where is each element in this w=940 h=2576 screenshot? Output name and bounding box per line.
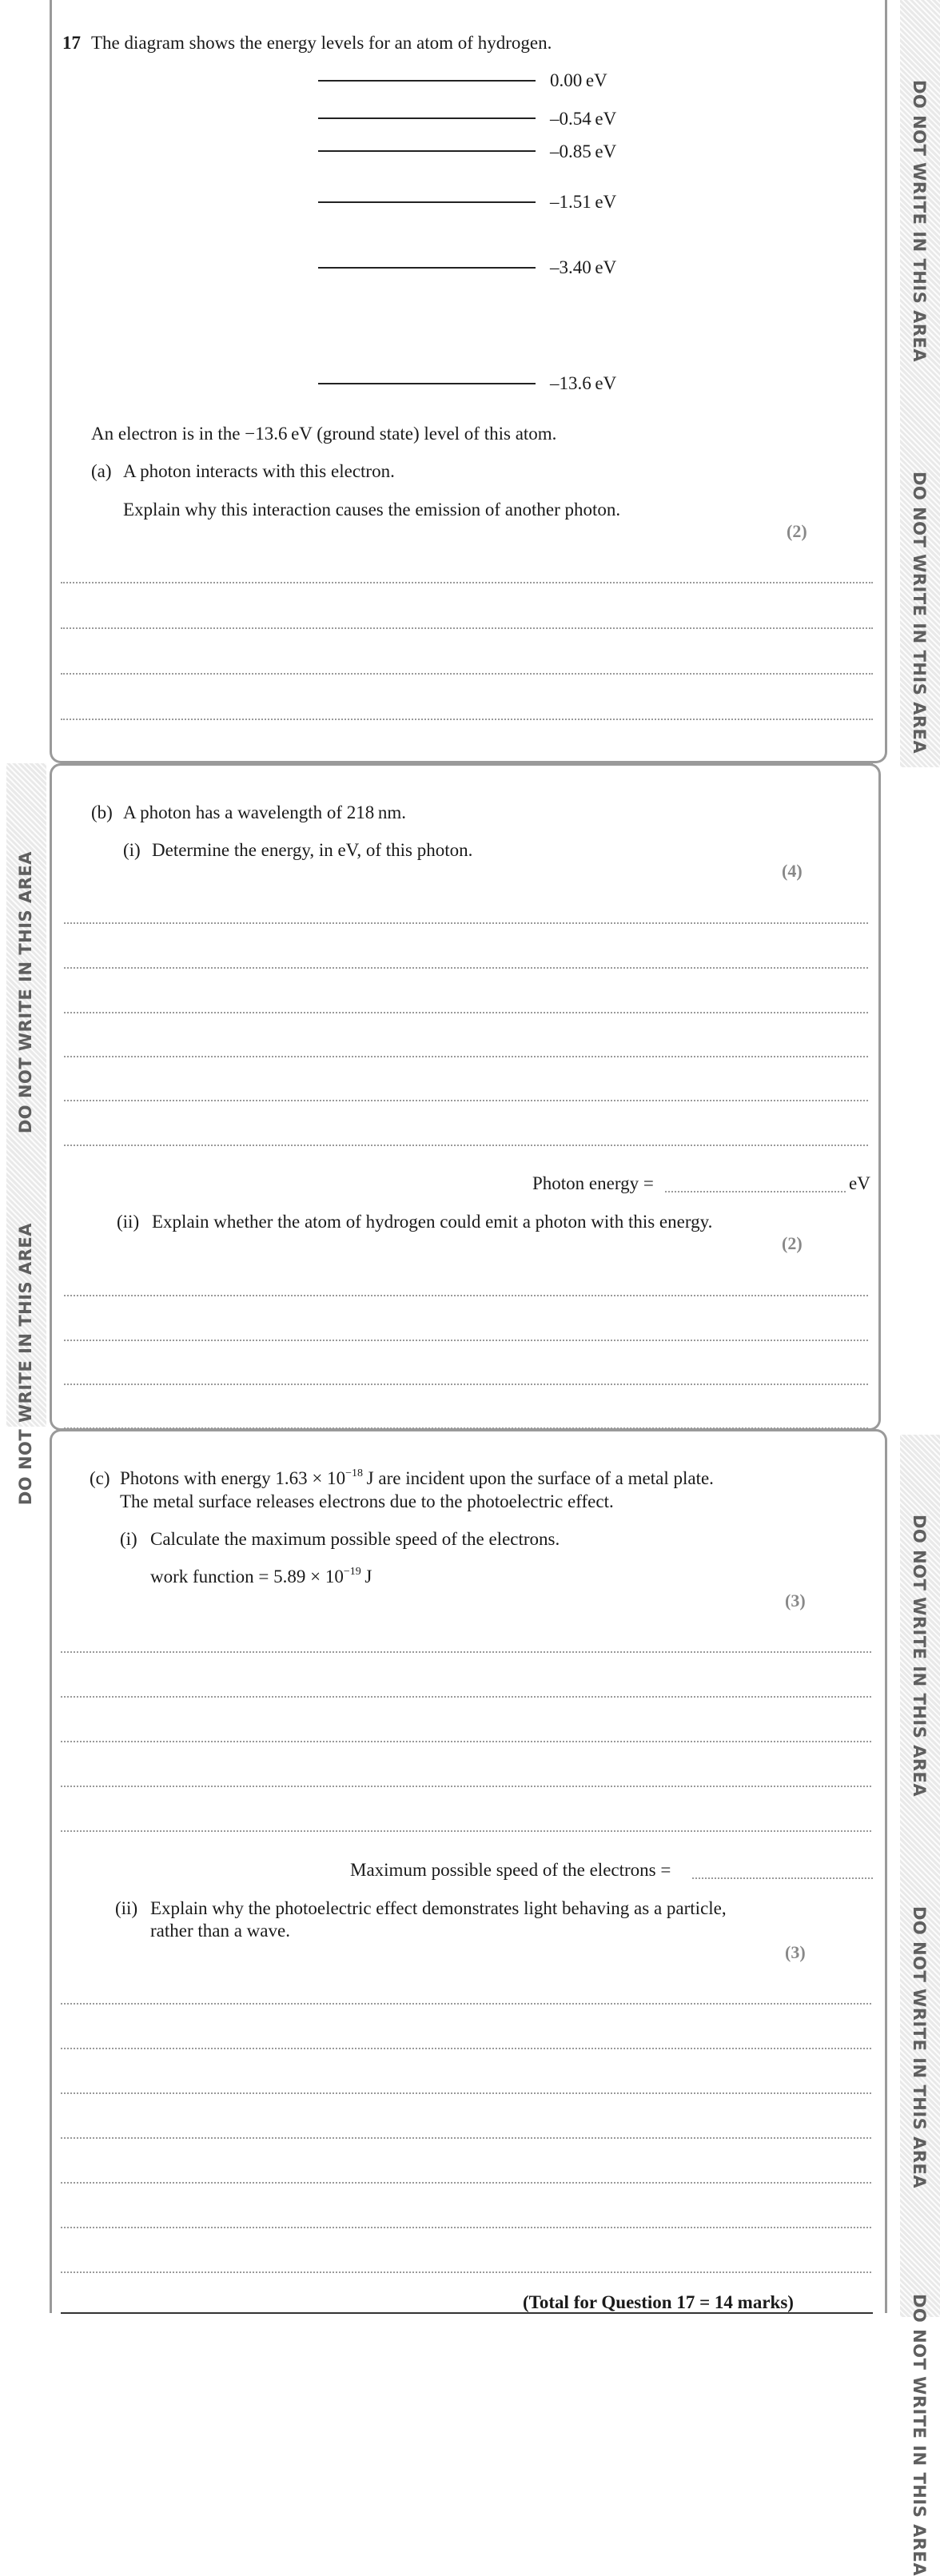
part-b-label: (b): [91, 802, 113, 822]
answer-line[interactable]: [61, 1696, 871, 1698]
margin-warning: DO NOT WRITE IN THIS AREA: [910, 80, 929, 363]
energy-level-line: [318, 80, 536, 82]
question-intro: The diagram shows the energy levels for an atom of hydrogen.: [91, 33, 552, 53]
margin-strip-right-1: [900, 0, 940, 767]
page-frame: [50, 763, 881, 1431]
photon-energy-answer-line[interactable]: [665, 1191, 846, 1192]
answer-line[interactable]: [61, 627, 873, 629]
part-b-ii-text: Explain whether the atom of hydrogen could emit a photon with this energy.: [152, 1212, 713, 1232]
photon-energy-label: Photon energy =: [532, 1173, 654, 1193]
answer-line[interactable]: [61, 1830, 871, 1832]
answer-line[interactable]: [64, 967, 868, 969]
answer-line[interactable]: [64, 1012, 868, 1013]
margin-warning: DO NOT WRITE IN THIS AREA: [910, 2294, 929, 2576]
marks-label: (2): [787, 521, 807, 541]
energy-level-label: 0.00 eV: [550, 70, 607, 90]
energy-level-line: [318, 117, 536, 119]
energy-level-label: –1.51 eV: [550, 192, 617, 212]
answer-line[interactable]: [64, 1100, 868, 1101]
marks-label: (3): [785, 1591, 806, 1610]
part-a-text: A photon interacts with this electron.: [123, 461, 395, 481]
answer-line[interactable]: [64, 1145, 868, 1146]
question-number: 17: [62, 33, 81, 53]
part-c-ii-text: Explain why the photoelectric effect demonstrates light behaving as a particle,: [150, 1898, 727, 1918]
exam-page-1: [50, 0, 887, 763]
work-function: work function = $5.89 \times 10^{-19}$ J: [150, 1566, 372, 1587]
answer-line[interactable]: [61, 2092, 871, 2094]
page-frame: [50, 0, 887, 763]
part-b-i-text: Determine the energy, in eV, of this photon.: [152, 840, 473, 860]
answer-line[interactable]: [61, 1651, 871, 1653]
energy-level-label: –3.40 eV: [550, 257, 617, 277]
part-c-text-line2: The metal surface releases electrons due to the photoelectric effect.: [120, 1491, 614, 1511]
answer-line[interactable]: [61, 719, 873, 720]
part-a-label: (a): [91, 461, 112, 481]
answer-line[interactable]: [64, 1295, 868, 1296]
part-b-ii-label: (ii): [117, 1212, 140, 1232]
part-c-ii-text-line2: rather than a wave.: [150, 1921, 290, 1941]
answer-line[interactable]: [64, 1384, 868, 1385]
max-speed-answer-line[interactable]: [692, 1877, 873, 1879]
max-speed-label: Maximum possible speed of the electrons =: [350, 1860, 671, 1880]
energy-level-line: [318, 267, 536, 269]
margin-warning: DO NOT WRITE IN THIS AREA: [910, 472, 929, 754]
answer-line[interactable]: [61, 1741, 871, 1742]
energy-level-line: [318, 201, 536, 203]
marks-label: (3): [785, 1942, 806, 1962]
part-c-ii-label: (ii): [115, 1898, 138, 1918]
answer-line[interactable]: [61, 582, 873, 583]
part-c-i-label: (i): [120, 1529, 137, 1549]
page-bottom-rule: [61, 2312, 873, 2314]
answer-line[interactable]: [61, 2227, 871, 2228]
answer-line[interactable]: [61, 2048, 871, 2049]
answer-line[interactable]: [61, 2137, 871, 2139]
answer-line[interactable]: [61, 673, 873, 675]
answer-line[interactable]: [61, 2003, 871, 2005]
exam-page-2: [50, 763, 881, 1431]
answer-line[interactable]: [64, 1056, 868, 1057]
margin-warning: DO NOT WRITE IN THIS AREA: [910, 1515, 929, 1798]
part-b-i-label: (i): [123, 840, 141, 860]
marks-label: (2): [782, 1233, 803, 1253]
margin-warning: DO NOT WRITE IN THIS AREA: [16, 1223, 35, 1506]
marks-label: (4): [782, 861, 803, 881]
margin-warning: DO NOT WRITE IN THIS AREA: [910, 1906, 929, 2189]
energy-level-label: –0.54 eV: [550, 109, 617, 129]
photon-energy-unit: eV: [849, 1173, 870, 1193]
answer-line[interactable]: [64, 922, 868, 924]
margin-warning: DO NOT WRITE IN THIS AREA: [16, 851, 35, 1134]
margin-strip-right-3: [900, 1435, 940, 2576]
part-c-i-text: Calculate the maximum possible speed of the electrons.: [150, 1529, 560, 1549]
energy-level-label: –0.85 eV: [550, 141, 617, 161]
answer-line[interactable]: [61, 1786, 871, 1787]
energy-level-label: –13.6 eV: [550, 373, 617, 393]
part-b-text: A photon has a wavelength of 218 nm.: [123, 802, 407, 822]
energy-level-line: [318, 383, 536, 384]
answer-line[interactable]: [61, 2271, 871, 2273]
question-total: (Total for Question 17 = 14 marks): [523, 2292, 794, 2312]
margin-strip-left-2: [6, 763, 46, 1506]
answer-line[interactable]: [64, 1340, 868, 1341]
part-a-instruction: Explain why this interaction causes the emission of another photon.: [123, 500, 621, 520]
answer-line[interactable]: [61, 2182, 871, 2184]
part-c-label: (c): [90, 1468, 110, 1488]
ground-state-text: An electron is in the −13.6 eV (ground state) level of this atom.: [91, 424, 557, 444]
energy-level-line: [318, 150, 536, 152]
part-c-text: Photons with energy $1.63 \times 10^{-18}$ J are incident upon the surface of a metal plate.: [120, 1467, 714, 1488]
